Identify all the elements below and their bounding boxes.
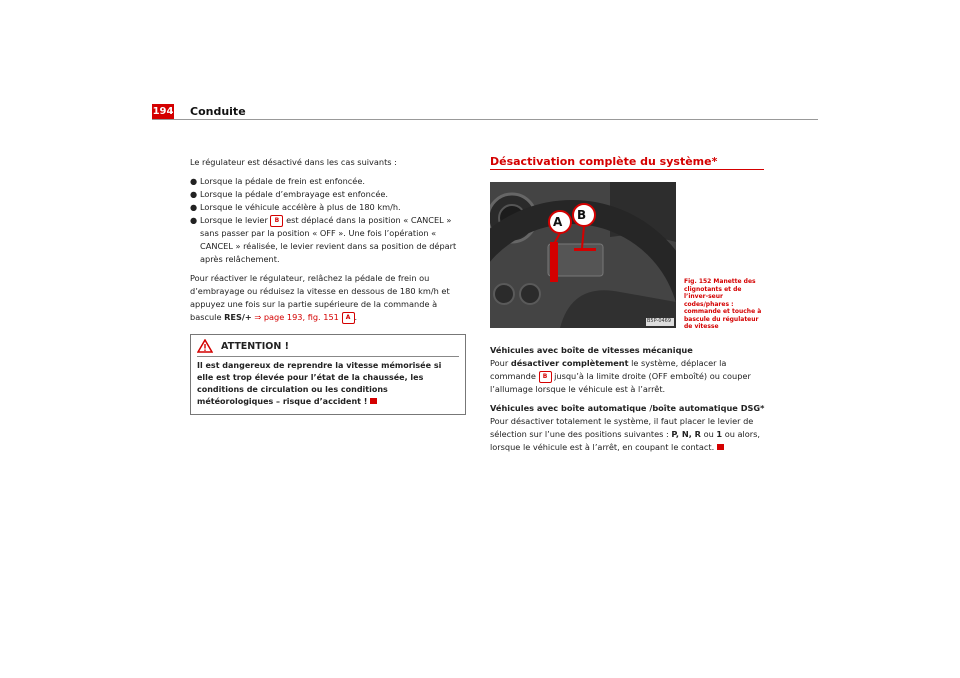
ref-badge-b: B [539,371,552,383]
intro-text: Le régulateur est désactivé dans les cas suivants : [190,157,397,167]
steering-wheel-illustration [490,182,676,328]
page-number: 194 [152,104,174,120]
figure-code: B5P-0469 [647,318,672,324]
ref-badge-b: B [270,215,283,227]
page-link[interactable]: ⇒ page 193, fig. 151 [254,312,339,322]
bullet-icon: ● [190,176,198,186]
right-column [490,344,766,460]
figure-caption: Fig. 152 Manette des clignotants et de l’inver-seur codes/phares : commande et touche à bascule du régulateur de vitesse [684,278,762,330]
bullet-icon: ● [190,215,198,225]
bullet-icon: ● [190,202,198,212]
manual-text: Pour désactiver complètement le système, déplacer la commande B jusqu’à la limite droite (OFF emboîté) ou couper l’allumage lorsque le véhicule est à l’arrêt. [490,358,751,394]
list-item: ● Lorsque le levier B est déplacé dans la position « CANCEL » sans passer par la position « OFF ». Une fois l’opération « CANCEL » réalisée, le levier revient dans sa position de départ après relâchement. [190,215,457,264]
section-title: Désactivation complète du système* [490,155,718,168]
list-item: ● Lorsque le véhicule accélère à plus de 180 km/h. [190,202,401,212]
left-column [190,156,466,415]
warning-box [190,334,466,415]
subheading-manual: Véhicules avec boîte de vitesses mécanique [490,345,693,355]
figure-steering-wheel [490,182,676,328]
list-item: ● Lorsque la pédale de frein est enfoncée. [190,176,365,186]
warning-icon [197,339,213,353]
section-rule [490,169,764,170]
list-item: ● Lorsque la pédale d’embrayage est enfoncée. [190,189,389,199]
label-b: B [577,208,587,222]
ref-badge-a: A [342,312,355,324]
automatic-text: Pour désactiver totalement le système, il faut placer le levier de sélection sur l’une des positions suivantes : P, N, R ou 1 ou alors, lorsque le véhicule est à l’arrêt, en coupant le contact. [490,416,761,452]
warning-title: ATTENTION ! [221,340,289,352]
bullet-icon: ● [190,189,198,199]
subheading-automatic: Véhicules avec boîte automatique /boîte automatique DSG* [490,403,765,413]
reactivate-text: Pour réactiver le régulateur, relâchez la pédale de frein ou d’embrayage ou réduisez la vitesse en dessous de 180 km/h et appuyez une fois sur la partie supérieure de la commande à bascule RES/+ ⇒ page 193, fig. 151 A . [190,273,450,322]
end-marker-icon [717,444,724,450]
end-marker-icon [370,398,377,404]
warning-text: Il est dangereux de reprendre la vitesse mémorisée si elle est trop élevée pour l’état de la chaussée, les conditions de circulation ou les conditions météorologiques – risque d’accident ! [197,361,442,406]
header-rule [152,119,818,120]
label-a: A [553,215,563,229]
chapter-title: Conduite [190,105,246,118]
